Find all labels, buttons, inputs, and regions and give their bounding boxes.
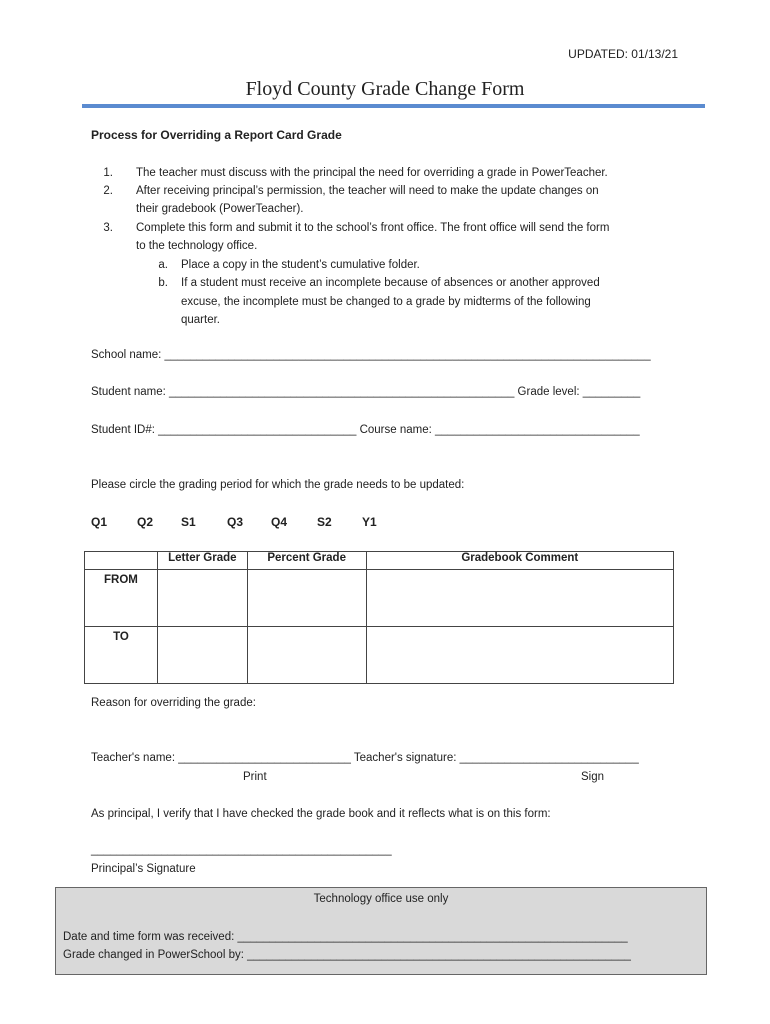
to-row-label: TO (85, 627, 158, 684)
percent-grade-header: Percent Grade (247, 552, 366, 570)
from-percent-grade-cell[interactable] (247, 570, 366, 627)
from-comment-cell[interactable] (366, 570, 673, 627)
substep-b-text-line-2: excuse, the incomplete must be changed to a grade by midterms of the following (181, 296, 591, 308)
period-option-s2[interactable]: S2 (317, 515, 332, 529)
from-row-label: FROM (85, 570, 158, 627)
tech-office-box (55, 887, 707, 975)
sign-caption: Sign (581, 771, 605, 783)
period-option-s1[interactable]: S1 (181, 515, 196, 529)
school-name-field[interactable]: School name: ____________________________________________________________________________ (91, 349, 651, 361)
grading-period-prompt: Please circle the grading period for which the grade needs to be updated: (91, 479, 465, 491)
step-2-text-line-1: After receiving principal’s permission, the teacher will need to make the update changes on (136, 185, 599, 197)
substep-a-letter: a. (158, 259, 168, 271)
to-comment-cell[interactable] (366, 627, 673, 684)
step-2-text-line-2: their gradebook (PowerTeacher). (136, 203, 304, 215)
to-percent-grade-cell[interactable] (247, 627, 366, 684)
updated-date: UPDATED: 01/13/21 (568, 47, 678, 61)
from-letter-grade-cell[interactable] (157, 570, 247, 627)
to-letter-grade-cell[interactable] (157, 627, 247, 684)
changed-by-field[interactable]: Grade changed in PowerSchool by: ____________________________________________________________ (63, 949, 631, 961)
substep-b-text-line-3: quarter. (181, 314, 220, 326)
process-heading: Process for Overriding a Report Card Grade (91, 128, 342, 142)
period-option-q1[interactable]: Q1 (91, 515, 108, 529)
principal-signature-label: Principal’s Signature (91, 863, 196, 875)
tech-office-title: Technology office use only (313, 893, 449, 905)
print-caption: Print (243, 771, 267, 783)
period-option-y1[interactable]: Y1 (362, 515, 377, 529)
step-2-number: 2. (103, 185, 113, 197)
principal-statement: As principal, I verify that I have checked the grade book and it reflects what is on this form: (91, 808, 551, 820)
table-corner-cell (85, 552, 158, 570)
period-option-q2[interactable]: Q2 (137, 515, 154, 529)
substep-a-text: Place a copy in the student’s cumulative folder. (181, 259, 420, 271)
student-name-field[interactable]: Student name: ______________________________________________________ Grade level: _________ (91, 386, 641, 398)
step-3-text-line-1: Complete this form and submit it to the school’s front office. The front office will send the form (136, 222, 610, 234)
step-3-text-line-2: to the technology office. (136, 240, 258, 252)
principal-signature-line[interactable]: _______________________________________________ (91, 844, 392, 856)
received-date-field[interactable]: Date and time form was received: _____________________________________________________________ (63, 931, 628, 943)
letter-grade-header: Letter Grade (157, 552, 247, 570)
substep-b-text-line-1: If a student must receive an incomplete because of absences or another approved (181, 277, 600, 289)
gradebook-comment-header: Gradebook Comment (366, 552, 673, 570)
substep-b-letter: b. (158, 277, 168, 289)
period-option-q4[interactable]: Q4 (271, 515, 288, 529)
grade-change-table (84, 551, 674, 684)
student-id-field[interactable]: Student ID#: _______________________________ Course name: ________________________________ (91, 424, 640, 436)
teacher-signature-line[interactable]: Teacher's name: ___________________________ Teacher's signature: ____________________________ (91, 752, 639, 764)
step-3-number: 3. (103, 222, 113, 234)
step-1-number: 1. (103, 167, 113, 179)
table-row (85, 570, 674, 627)
period-option-q3[interactable]: Q3 (227, 515, 244, 529)
reason-label: Reason for overriding the grade: (91, 697, 256, 709)
step-1-text: The teacher must discuss with the principal the need for overriding a grade in PowerTeacher. (136, 167, 608, 179)
form-title: Floyd County Grade Change Form (245, 78, 525, 100)
table-row (85, 627, 674, 684)
title-divider (82, 104, 705, 108)
